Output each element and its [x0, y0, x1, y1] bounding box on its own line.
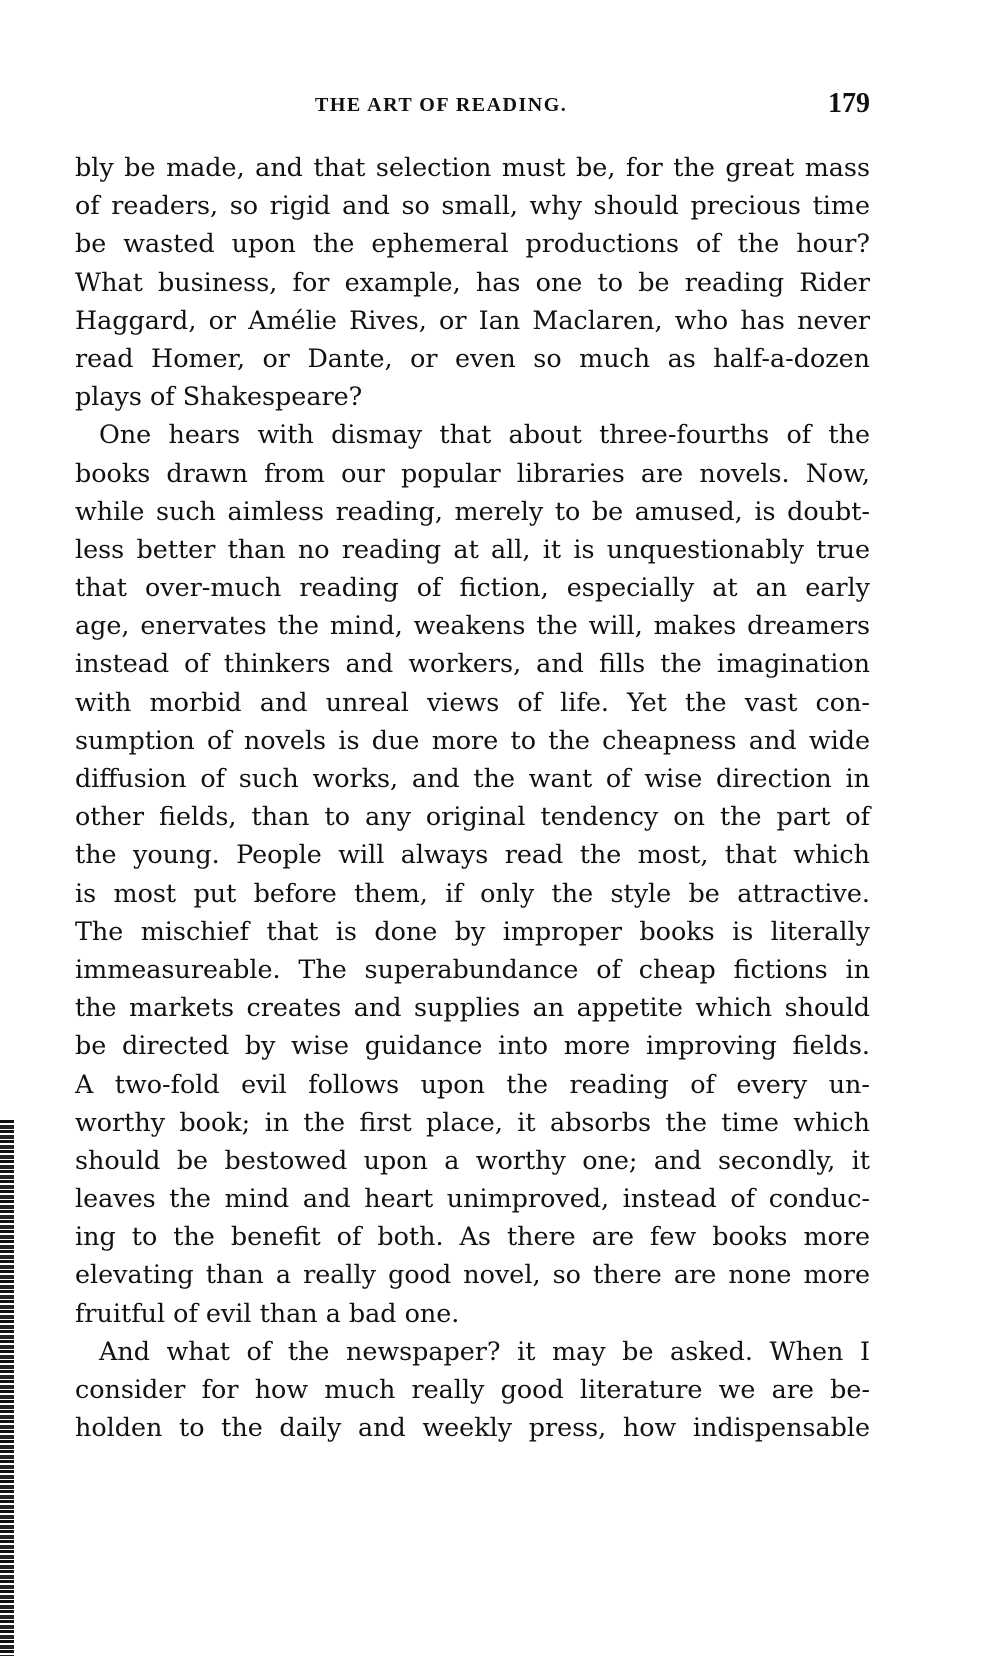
- text-line: the markets creates and supplies an appetite which should: [75, 992, 870, 1023]
- text-line: the young. People will always read the most, that which: [75, 839, 870, 870]
- text-line: while such aimless reading, merely to be amused, is doubt-: [75, 495, 870, 526]
- text-line: worthy book; in the first place, it absorbs the time which: [75, 1106, 870, 1137]
- text-line: other fields, than to any original tendency on the part of: [75, 801, 870, 832]
- text-line: is most put before them, if only the style be attractive.: [75, 877, 870, 908]
- text-line: books drawn from our popular libraries are novels. Now,: [75, 457, 870, 488]
- text-line: should be bestowed upon a worthy one; and secondly, it: [75, 1144, 870, 1175]
- text-line: read Homer, or Dante, or even so much as half-a-dozen: [75, 342, 870, 373]
- text-line: that over-much reading of fiction, especially at an early: [75, 572, 870, 603]
- running-title: THE ART OF READING.: [315, 94, 568, 116]
- text-line: One hears with dismay that about three-fourths of the: [99, 419, 870, 450]
- paragraph-3: [75, 1332, 870, 1447]
- text-line: with morbid and unreal views of life. Yet the vast con-: [75, 686, 870, 717]
- text-line: A two-fold evil follows upon the reading of every un-: [75, 1068, 870, 1099]
- text-line: diffusion of such works, and the want of wise direction in: [75, 763, 870, 793]
- text-line: Haggard, or Amélie Rives, or Ian Maclaren, who has never: [75, 304, 870, 335]
- body-text: [75, 148, 870, 1446]
- paragraph-2: [75, 415, 870, 1332]
- text-line: be directed by wise guidance into more improving fields.: [75, 1030, 870, 1061]
- paragraph-1: [75, 148, 870, 415]
- text-line: immeasureable. The superabundance of cheap fictions in: [75, 953, 870, 984]
- text-line: instead of thinkers and workers, and fills the imagination: [75, 648, 870, 679]
- text-line: sumption of novels is due more to the cheapness and wide: [75, 724, 870, 755]
- text-line: elevating than a really good novel, so there are none more: [75, 1259, 870, 1290]
- scan-edge-artifact: [0, 1120, 14, 1656]
- text-line: leaves the mind and heart unimproved, instead of conduc-: [75, 1183, 870, 1214]
- text-line: ing to the benefit of both. As there are few books more: [75, 1221, 870, 1252]
- text-line: What business, for example, has one to be reading Rider: [75, 266, 870, 297]
- text-line: The mischief that is done by improper books is literally: [75, 915, 870, 946]
- text-line: bly be made, and that selection must be, for the great mass: [75, 152, 870, 182]
- page-number: 179: [828, 88, 870, 119]
- text-line: consider for how much really good literature we are be-: [75, 1374, 870, 1404]
- text-line: less better than no reading at all, it is unquestionably true: [75, 533, 870, 564]
- text-line: fruitful of evil than a bad one.: [75, 1297, 460, 1328]
- text-line: holden to the daily and weekly press, how indispensable: [75, 1412, 870, 1443]
- text-line: of readers, so rigid and so small, why should precious time: [75, 190, 870, 221]
- text-line: And what of the newspaper? it may be asked. When I: [99, 1335, 870, 1366]
- running-head: [75, 88, 870, 128]
- text-line: age, enervates the mind, weakens the will, makes dreamers: [75, 610, 870, 641]
- text-line: be wasted upon the ephemeral productions of the hour?: [75, 228, 870, 259]
- text-line: plays of Shakespeare?: [75, 381, 363, 412]
